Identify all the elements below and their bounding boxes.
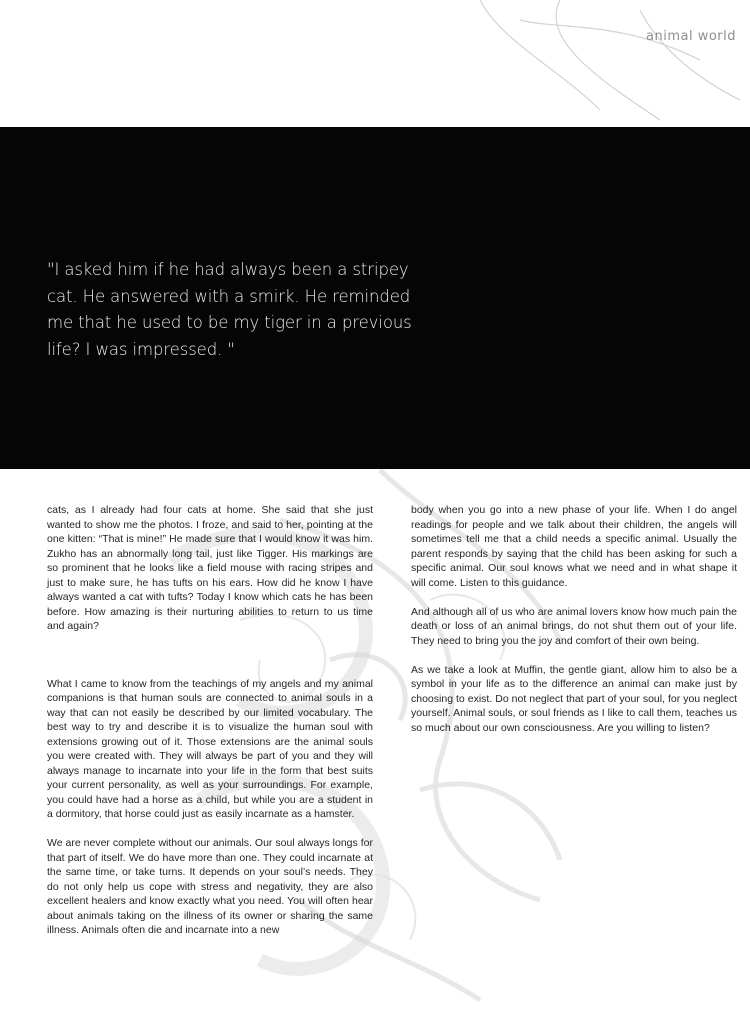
article-paragraph: cats, as I already had four cats at home. She said that she just wanted to show me the photos. I froze, and said to her, pointing at the one kitten: “That is mine!” He made sure that I would know it was him. Zukho has an abnormally long tail, just like Tigger. His markings are so prominent that he looks like a field mouse with racing stripes and just to make sure, he has tufts on his ears. How did he know I have always wanted a cat with tufts? Today I know which cats he has been before. How amazing is their nurturing abilities to return to us time and again? — [47, 504, 373, 632]
article-paragraph: body when you go into a new phase of your life. When I do angel readings for people and we talk about their children, the angels will sometimes tell me that a child needs a specific animal. Usually the parent responds by saying that the child has been asking for such a specific animal. Our soul knows what we need and in what shape it will come. Listen to this guidance. — [411, 504, 737, 589]
article-paragraph: What I came to know from the teachings of my angels and my animal companions is that human souls are connected to animal souls in a way that can not easily be described by our limited vocabulary. The best way to try and describe it is to visualize the human soul with extensions growing out of it. Those extensions are the animal souls you were created with. They will always be part of you and they will always manage to incarnate into your life in the form that best suits your current personality, as well as your surroundings. For example, you could have had a horse as a child, but while you are a student in a dormitory, that horse could just as easily incarnate as a hamster. — [47, 677, 373, 820]
pull-quote: "I asked him if he had always been a stripey cat. He answered with a smirk. He reminded me that he used to be my tiger in a previous life? I was impressed. " — [47, 260, 412, 359]
article-column-left — [47, 503, 373, 952]
article-column-right — [411, 503, 737, 750]
section-label: animal world — [646, 29, 736, 44]
article-paragraph: As we take a look at Muffin, the gentle giant, allow him to also be a symbol in your life as to the difference an animal can make just by choosing to exist. Do not neglect that part of your soul, for you neglect yourself. Animal souls, or soul friends as I like to call them, teaches us so much about our own consciousness. Are you willing to listen? — [411, 663, 737, 734]
article-paragraph: And although all of us who are animal lovers know how much pain the death or loss of an animal brings, do not shut them out of your life. They need to bring you the joy and comfort of their own being. — [411, 605, 737, 647]
article-paragraph: We are never complete without our animals. Our soul always longs for that part of itself. We do have more than one. They could incarnate at the same time, or take turns. It depends on your soul’s needs. They do not only help us cope with stress and negativity, they are also excellent healers and know exactly what you need. You will often hear about animals taking on the illness of its owner or sharing the same illness. Animals often die and incarnate into a new — [47, 837, 373, 936]
